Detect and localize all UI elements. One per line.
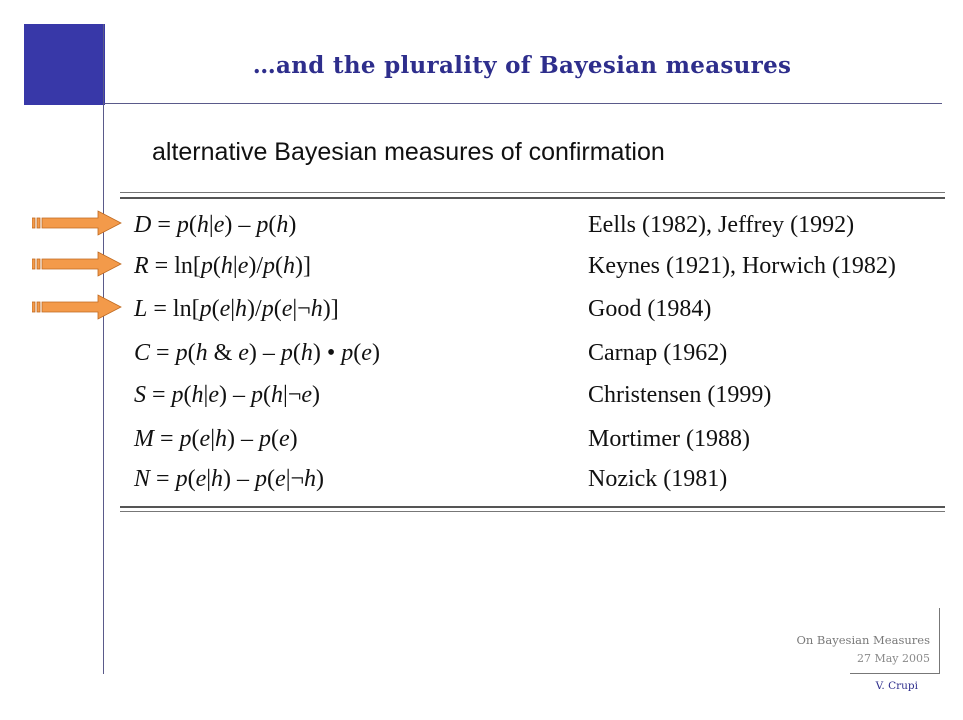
orange-arrow-icon	[32, 210, 122, 236]
footer-author: V. Crupi	[875, 680, 918, 692]
title-divider-line	[104, 103, 942, 104]
measure-row	[0, 212, 963, 246]
measure-formula: D = p(h|e) – p(h)	[134, 212, 297, 238]
measure-citation: Eells (1982), Jeffrey (1992)	[588, 212, 855, 238]
measure-formula: M = p(e|h) – p(e)	[134, 426, 298, 452]
measure-formula: L = ln[p(e|h)/p(e|¬h)]	[134, 296, 339, 322]
measure-formula: S = p(h|e) – p(h|¬e)	[134, 382, 321, 408]
measure-row	[0, 466, 963, 500]
footer-date: 27 May 2005	[856, 652, 930, 665]
measure-row	[0, 253, 963, 287]
footer-title: On Bayesian Measures	[796, 633, 930, 647]
measure-formula: N = p(e|h) – p(e|¬h)	[134, 466, 325, 492]
table-bottom-rule-thick	[120, 506, 945, 508]
measure-citation: Nozick (1981)	[588, 466, 728, 492]
measure-formula: C = p(h & e) – p(h) • p(e)	[134, 340, 380, 366]
measure-row	[0, 340, 963, 374]
measure-row	[0, 426, 963, 460]
measure-citation: Keynes (1921), Horwich (1982)	[588, 253, 896, 279]
table-top-rule-thick	[120, 197, 945, 199]
orange-arrow-icon	[32, 251, 122, 277]
measure-citation: Carnap (1962)	[588, 340, 728, 366]
measure-row	[0, 382, 963, 416]
footer-divider-horizontal	[850, 673, 940, 674]
footer-divider-vertical	[939, 608, 940, 674]
orange-arrow-icon	[32, 294, 122, 320]
slide-subtitle: alternative Bayesian measures of confirmation	[152, 138, 665, 166]
measure-citation: Good (1984)	[588, 296, 712, 322]
table-bottom-rule	[120, 511, 945, 512]
table-top-rule	[120, 192, 945, 193]
measure-row	[0, 296, 963, 330]
slide-title: …and the plurality of Bayesian measures	[252, 52, 792, 79]
measure-citation: Christensen (1999)	[588, 382, 772, 408]
decorative-blue-square	[24, 24, 105, 105]
measure-formula: R = ln[p(h|e)/p(h)]	[134, 253, 311, 279]
measure-citation: Mortimer (1988)	[588, 426, 750, 452]
